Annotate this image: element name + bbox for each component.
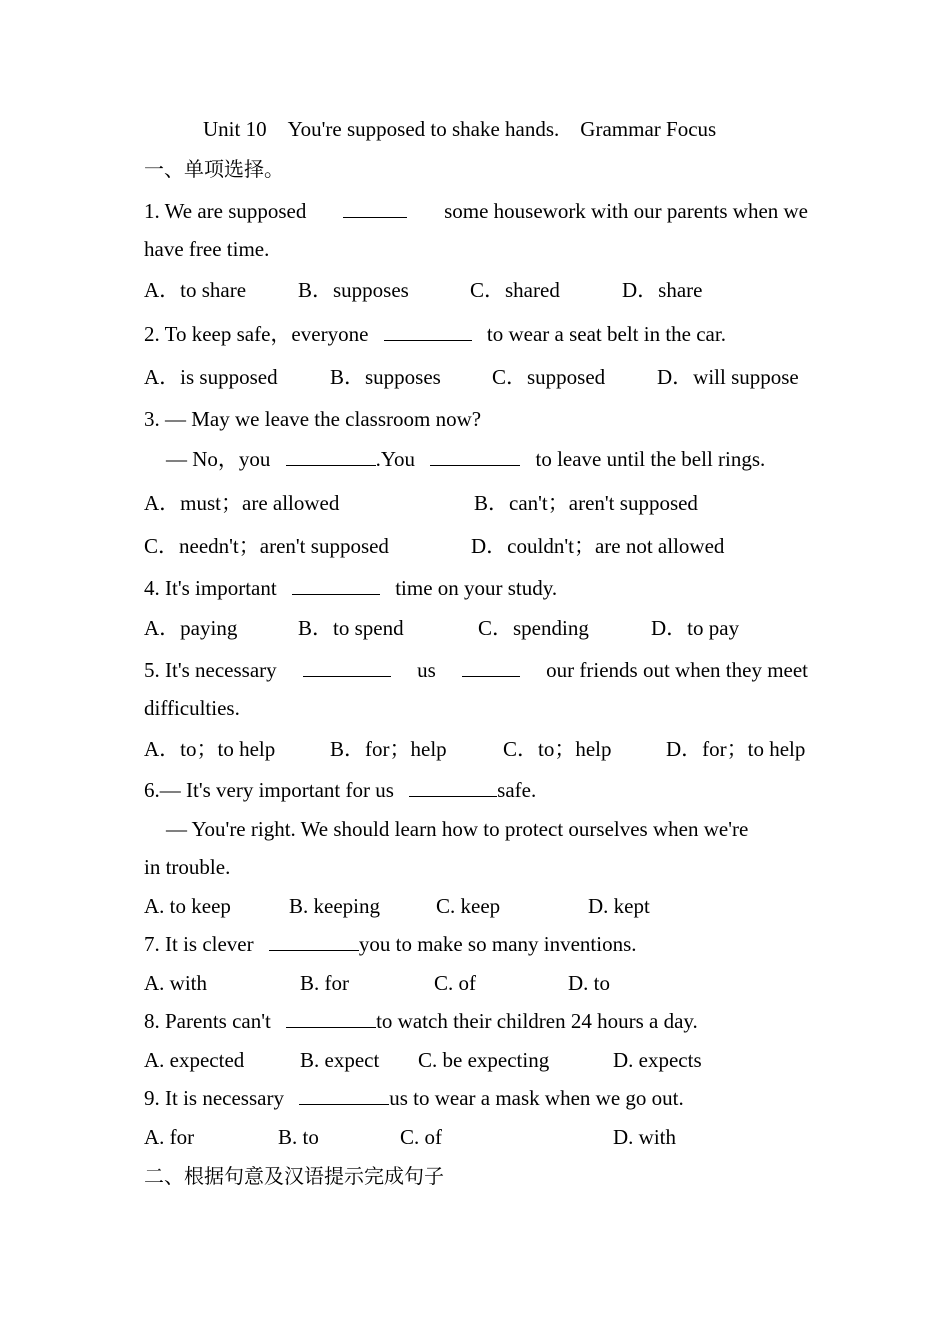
answer-blank[interactable] [303,658,391,677]
answer-blank[interactable] [269,932,359,951]
answer-blank[interactable] [286,1009,376,1028]
option-c[interactable]: C．shared [470,278,560,302]
question-5-continued: difficulties. [144,696,240,720]
question-5-text-end: our friends out when they meet [546,658,808,682]
question-8 [144,1009,698,1033]
page-title: Unit 10 You're supposed to shake hands. Grammar Focus [203,117,717,141]
option-b[interactable]: B．to spend [298,616,404,640]
option-d[interactable]: D．couldn't；are not allowed [471,534,725,558]
question-2-text: 2. To keep safe，everyone [144,322,369,346]
option-d[interactable]: D．for；to help [666,737,806,761]
option-c[interactable]: C. of [400,1125,442,1149]
option-b[interactable]: B．for；help [330,737,447,761]
question-4-text: 4. It's important [144,576,277,600]
answer-blank[interactable] [430,447,520,466]
option-a[interactable]: A. with [144,971,207,995]
question-3-text: — No，you [166,447,271,471]
option-b[interactable]: B. for [300,971,349,995]
question-9 [144,1086,684,1110]
question-3-line-1: 3. — May we leave the classroom now? [144,407,482,431]
option-a[interactable]: A．must；are allowed [144,491,340,515]
option-a[interactable]: A. to keep [144,894,231,918]
option-a[interactable]: A．is supposed [144,365,278,389]
question-6-line-2: — You're right. We should learn how to protect ourselves when we're [166,817,749,841]
option-d[interactable]: D．share [622,278,703,302]
option-d[interactable]: D. kept [588,894,650,918]
question-3-text-end: to leave until the bell rings. [535,447,766,471]
option-b[interactable]: B．supposes [330,365,441,389]
option-a[interactable]: A．to share [144,278,247,302]
answer-blank[interactable] [384,322,472,341]
question-2-text-end: to wear a seat belt in the car. [486,322,726,346]
option-b[interactable]: B．can't；aren't supposed [474,491,698,515]
answer-blank[interactable] [462,658,520,677]
question-3-line-2 [166,447,765,471]
answer-blank[interactable] [409,778,497,797]
question-6 [144,778,536,802]
option-b[interactable]: B. keeping [289,894,380,918]
option-c[interactable]: C. of [434,971,476,995]
option-c[interactable]: C．needn't；aren't supposed [144,534,389,558]
question-1-text-end: some housework with our parents when we [444,199,808,223]
question-5 [144,658,808,682]
question-5-text-mid: us [417,658,436,682]
option-d[interactable]: D. with [613,1125,676,1149]
option-c[interactable]: C．supposed [492,365,606,389]
question-8-text: 8. Parents can't [144,1009,271,1033]
option-d[interactable]: D. to [568,971,610,995]
answer-blank[interactable] [286,447,376,466]
option-d[interactable]: D．will suppose [657,365,799,389]
question-4-text-end: time on your study. [395,576,558,600]
option-c[interactable]: C. keep [436,894,501,918]
question-2 [144,322,726,346]
question-4 [144,576,557,600]
option-a[interactable]: A. for [144,1125,195,1149]
question-6-text-end: safe. [497,778,537,802]
question-6-text: 6.— It's very important for us [144,778,394,802]
section-heading-2: 二、根据句意及汉语提示完成句子 [144,1164,444,1188]
question-7 [144,932,637,956]
question-1-text: 1. We are supposed [144,199,307,223]
option-c[interactable]: C．to；help [503,737,612,761]
question-9-text-end: us to wear a mask when we go out. [389,1086,684,1110]
option-a[interactable]: A．paying [144,616,238,640]
option-c[interactable]: C．spending [478,616,589,640]
question-8-text-end: to watch their children 24 hours a day. [376,1009,698,1033]
option-d[interactable]: D. expects [613,1048,702,1072]
answer-blank[interactable] [292,576,380,595]
option-b[interactable]: B. to [278,1125,319,1149]
question-3-text-mid: .You [375,447,415,471]
option-b[interactable]: B. expect [300,1048,380,1072]
option-a[interactable]: A．to；to help [144,737,276,761]
question-5-text: 5. It's necessary [144,658,277,682]
option-d[interactable]: D．to pay [651,616,740,640]
section-heading-1: 一、单项选择。 [144,157,284,181]
question-9-text: 9. It is necessary [144,1086,284,1110]
question-1-continued: have free time. [144,237,270,261]
option-c[interactable]: C. be expecting [418,1048,550,1072]
question-6-continued: in trouble. [144,855,231,879]
answer-blank[interactable] [343,199,407,218]
question-7-text: 7. It is clever [144,932,254,956]
question-1 [144,199,808,223]
answer-blank[interactable] [299,1086,389,1105]
option-b[interactable]: B．supposes [298,278,409,302]
question-7-text-end: you to make so many inventions. [358,932,637,956]
option-a[interactable]: A. expected [144,1048,245,1072]
